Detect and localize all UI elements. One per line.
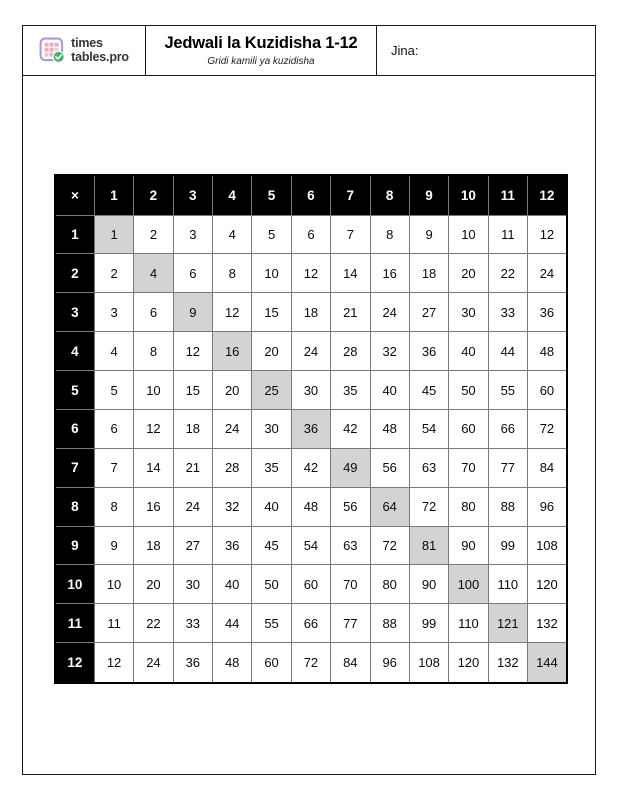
product-cell: 40	[370, 371, 409, 410]
product-cell: 35	[331, 371, 370, 410]
product-cell: 72	[528, 409, 567, 448]
product-cell: 20	[252, 332, 291, 371]
product-cell: 6	[173, 254, 212, 293]
header	[23, 26, 595, 76]
product-cell: 9	[409, 215, 448, 254]
product-cell: 12	[291, 254, 330, 293]
column-header-cell: 7	[331, 175, 370, 215]
product-cell: 2	[94, 254, 133, 293]
product-cell: 30	[449, 293, 488, 332]
product-cell: 99	[409, 604, 448, 643]
row-header-cell: 2	[55, 254, 94, 293]
product-cell: 77	[488, 448, 527, 487]
product-cell: 18	[173, 409, 212, 448]
product-cell: 45	[252, 526, 291, 565]
product-cell: 3	[94, 293, 133, 332]
product-cell: 30	[173, 565, 212, 604]
product-cell: 6	[134, 293, 173, 332]
product-cell-diagonal: 100	[449, 565, 488, 604]
product-cell: 11	[488, 215, 527, 254]
product-cell: 36	[409, 332, 448, 371]
product-cell-diagonal: 49	[331, 448, 370, 487]
product-cell: 12	[134, 409, 173, 448]
product-cell: 42	[291, 448, 330, 487]
table-row	[55, 409, 567, 448]
product-cell: 90	[449, 526, 488, 565]
product-cell: 80	[370, 565, 409, 604]
column-header-cell: 12	[528, 175, 567, 215]
product-cell: 110	[449, 604, 488, 643]
product-cell-diagonal: 144	[528, 643, 567, 683]
product-cell: 11	[94, 604, 133, 643]
product-cell: 10	[94, 565, 133, 604]
product-cell: 7	[331, 215, 370, 254]
product-cell: 72	[409, 487, 448, 526]
product-cell: 40	[213, 565, 252, 604]
product-cell: 27	[409, 293, 448, 332]
table-row	[55, 215, 567, 254]
product-cell: 12	[213, 293, 252, 332]
product-cell: 10	[134, 371, 173, 410]
row-header-cell: 12	[55, 643, 94, 683]
column-header-cell: 11	[488, 175, 527, 215]
product-cell: 32	[370, 332, 409, 371]
product-cell: 18	[134, 526, 173, 565]
product-cell: 63	[331, 526, 370, 565]
product-cell: 30	[252, 409, 291, 448]
product-cell: 70	[449, 448, 488, 487]
product-cell: 88	[370, 604, 409, 643]
product-cell: 60	[291, 565, 330, 604]
page-subtitle: Gridi kamili ya kuzidisha	[207, 56, 315, 67]
product-cell: 77	[331, 604, 370, 643]
table-row	[55, 526, 567, 565]
product-cell: 120	[449, 643, 488, 683]
product-cell: 54	[291, 526, 330, 565]
product-cell: 60	[252, 643, 291, 683]
name-label: Jina:	[391, 43, 419, 58]
product-cell: 108	[409, 643, 448, 683]
column-header-cell: 5	[252, 175, 291, 215]
product-cell: 56	[370, 448, 409, 487]
product-cell: 90	[409, 565, 448, 604]
product-cell: 14	[134, 448, 173, 487]
product-cell: 24	[370, 293, 409, 332]
table-row	[55, 448, 567, 487]
product-cell: 2	[134, 215, 173, 254]
product-cell: 21	[173, 448, 212, 487]
table-row	[55, 604, 567, 643]
product-cell: 18	[409, 254, 448, 293]
row-header-cell: 8	[55, 487, 94, 526]
product-cell: 10	[449, 215, 488, 254]
product-cell: 36	[528, 293, 567, 332]
product-cell: 110	[488, 565, 527, 604]
table-row	[55, 643, 567, 683]
table-row	[55, 565, 567, 604]
product-cell: 20	[449, 254, 488, 293]
product-cell: 12	[173, 332, 212, 371]
product-cell: 4	[213, 215, 252, 254]
product-cell: 22	[134, 604, 173, 643]
product-cell: 30	[291, 371, 330, 410]
multiplication-grid-area	[54, 174, 568, 684]
product-cell: 50	[449, 371, 488, 410]
product-cell: 3	[173, 215, 212, 254]
product-cell: 9	[94, 526, 133, 565]
product-cell: 45	[409, 371, 448, 410]
product-cell: 33	[488, 293, 527, 332]
product-cell: 24	[213, 409, 252, 448]
table-row	[55, 371, 567, 410]
product-cell: 6	[94, 409, 133, 448]
product-cell: 8	[94, 487, 133, 526]
product-cell: 80	[449, 487, 488, 526]
product-cell: 96	[370, 643, 409, 683]
product-cell-diagonal: 81	[409, 526, 448, 565]
product-cell: 44	[488, 332, 527, 371]
product-cell: 36	[213, 526, 252, 565]
product-cell: 84	[331, 643, 370, 683]
product-cell: 36	[173, 643, 212, 683]
table-row	[55, 332, 567, 371]
product-cell: 24	[134, 643, 173, 683]
product-cell: 72	[370, 526, 409, 565]
product-cell: 14	[331, 254, 370, 293]
table-row	[55, 487, 567, 526]
logo-text-line2: tables.pro	[71, 49, 129, 64]
column-header-cell: 9	[409, 175, 448, 215]
product-cell: 24	[173, 487, 212, 526]
product-cell: 24	[291, 332, 330, 371]
product-cell-diagonal: 121	[488, 604, 527, 643]
product-cell: 55	[252, 604, 291, 643]
product-cell: 56	[331, 487, 370, 526]
table-header-row	[55, 175, 567, 215]
product-cell-diagonal: 25	[252, 371, 291, 410]
product-cell-diagonal: 4	[134, 254, 173, 293]
product-cell: 48	[528, 332, 567, 371]
operator-cell: ×	[55, 175, 94, 215]
name-field-box	[377, 26, 595, 75]
product-cell: 24	[528, 254, 567, 293]
row-header-cell: 7	[55, 448, 94, 487]
product-cell: 132	[488, 643, 527, 683]
product-cell: 72	[291, 643, 330, 683]
product-cell: 18	[291, 293, 330, 332]
logo-grid-icon	[39, 37, 66, 64]
row-header-cell: 6	[55, 409, 94, 448]
product-cell: 40	[252, 487, 291, 526]
title-block	[146, 26, 377, 75]
product-cell: 132	[528, 604, 567, 643]
product-cell: 8	[370, 215, 409, 254]
product-cell: 5	[252, 215, 291, 254]
product-cell: 8	[213, 254, 252, 293]
product-cell: 32	[213, 487, 252, 526]
product-cell: 120	[528, 565, 567, 604]
product-cell: 55	[488, 371, 527, 410]
row-header-cell: 1	[55, 215, 94, 254]
column-header-cell: 6	[291, 175, 330, 215]
product-cell: 99	[488, 526, 527, 565]
product-cell: 48	[213, 643, 252, 683]
product-cell: 60	[449, 409, 488, 448]
product-cell-diagonal: 1	[94, 215, 133, 254]
table-row	[55, 293, 567, 332]
product-cell: 35	[252, 448, 291, 487]
column-header-cell: 10	[449, 175, 488, 215]
column-header-cell: 4	[213, 175, 252, 215]
product-cell: 7	[94, 448, 133, 487]
product-cell: 20	[134, 565, 173, 604]
product-cell: 40	[449, 332, 488, 371]
product-cell-diagonal: 64	[370, 487, 409, 526]
product-cell-diagonal: 9	[173, 293, 212, 332]
page-title: Jedwali la Kuzidisha 1-12	[164, 34, 358, 52]
product-cell: 50	[252, 565, 291, 604]
product-cell: 70	[331, 565, 370, 604]
product-cell: 4	[94, 332, 133, 371]
row-header-cell: 5	[55, 371, 94, 410]
logo-text	[71, 37, 129, 64]
product-cell: 96	[528, 487, 567, 526]
product-cell: 16	[370, 254, 409, 293]
column-header-cell: 8	[370, 175, 409, 215]
product-cell: 48	[291, 487, 330, 526]
row-header-cell: 10	[55, 565, 94, 604]
product-cell: 12	[528, 215, 567, 254]
product-cell-diagonal: 36	[291, 409, 330, 448]
multiplication-table	[54, 174, 568, 684]
product-cell: 28	[213, 448, 252, 487]
check-icon	[53, 51, 64, 62]
product-cell: 66	[291, 604, 330, 643]
product-cell: 10	[252, 254, 291, 293]
product-cell: 16	[134, 487, 173, 526]
product-cell: 27	[173, 526, 212, 565]
logo-text-line1: times	[71, 36, 103, 50]
product-cell: 20	[213, 371, 252, 410]
product-cell: 15	[173, 371, 212, 410]
product-cell: 84	[528, 448, 567, 487]
table-row	[55, 254, 567, 293]
product-cell: 15	[252, 293, 291, 332]
row-header-cell: 9	[55, 526, 94, 565]
product-cell: 33	[173, 604, 212, 643]
column-header-cell: 3	[173, 175, 212, 215]
product-cell: 22	[488, 254, 527, 293]
product-cell: 12	[94, 643, 133, 683]
product-cell: 66	[488, 409, 527, 448]
product-cell: 108	[528, 526, 567, 565]
worksheet-page	[22, 25, 596, 775]
row-header-cell: 4	[55, 332, 94, 371]
product-cell: 8	[134, 332, 173, 371]
product-cell: 48	[370, 409, 409, 448]
row-header-cell: 3	[55, 293, 94, 332]
product-cell: 44	[213, 604, 252, 643]
column-header-cell: 2	[134, 175, 173, 215]
product-cell: 88	[488, 487, 527, 526]
logo	[23, 26, 146, 75]
product-cell: 6	[291, 215, 330, 254]
product-cell: 54	[409, 409, 448, 448]
row-header-cell: 11	[55, 604, 94, 643]
product-cell: 42	[331, 409, 370, 448]
product-cell: 21	[331, 293, 370, 332]
product-cell: 63	[409, 448, 448, 487]
product-cell: 60	[528, 371, 567, 410]
product-cell-diagonal: 16	[213, 332, 252, 371]
product-cell: 5	[94, 371, 133, 410]
column-header-cell: 1	[94, 175, 133, 215]
product-cell: 28	[331, 332, 370, 371]
